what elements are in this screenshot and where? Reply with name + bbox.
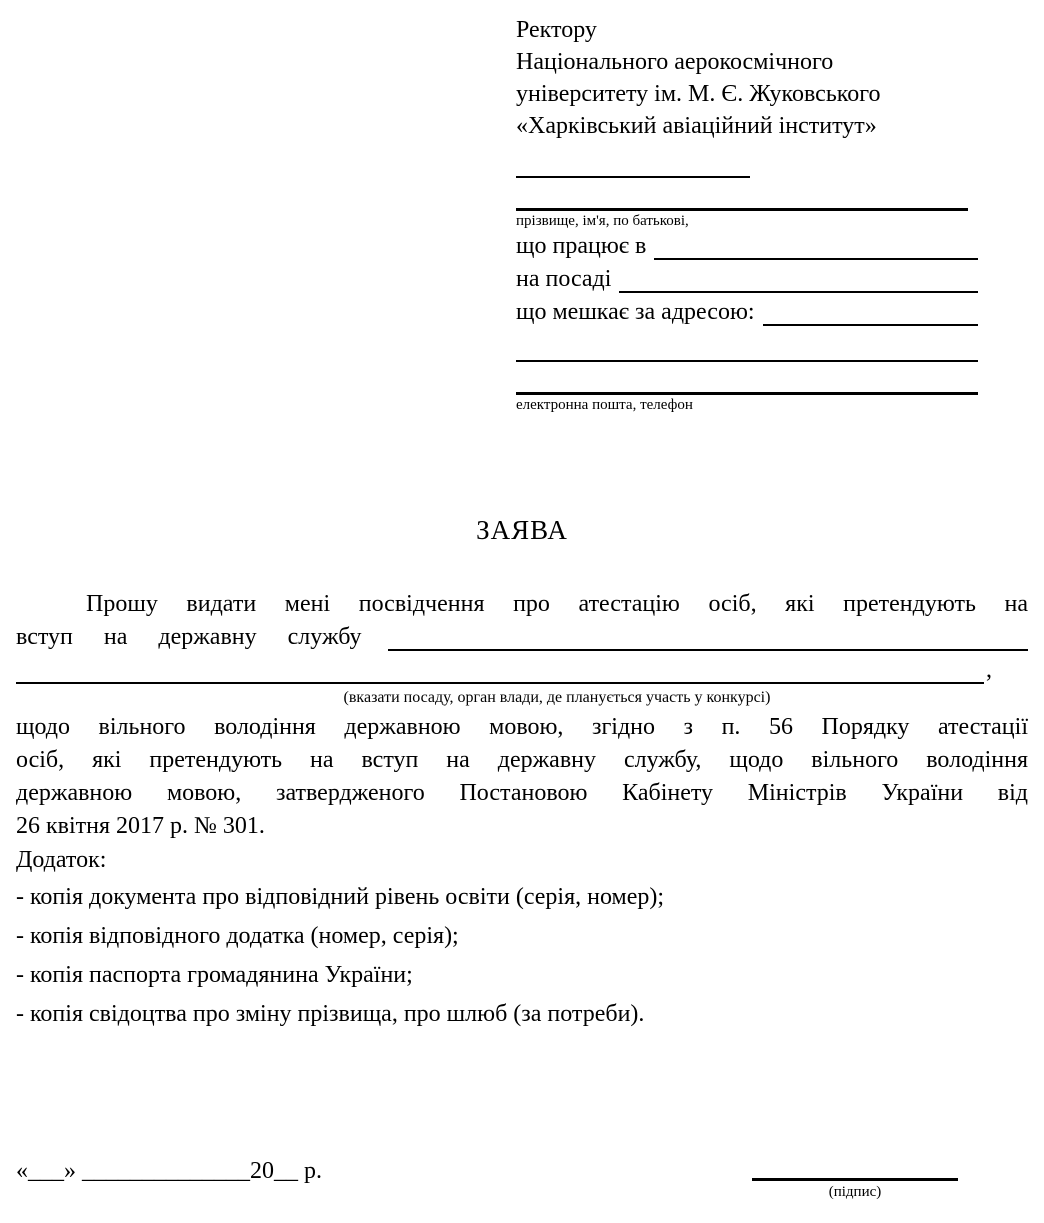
position-continuation-row	[16, 654, 1028, 687]
position-row	[516, 263, 978, 296]
addressee-lines	[516, 14, 978, 142]
addressee-line: Національного аерокосмічного	[516, 49, 834, 75]
position-continuation-blank	[16, 658, 984, 684]
attachment-item: - копія документа про відповідний рівень освіти (серія, номер);	[16, 884, 665, 910]
addressee-line: «Харківський авіаційний інститут»	[516, 113, 877, 139]
attachments-label: Додаток:	[16, 847, 107, 873]
works-at-blank	[654, 234, 978, 260]
attachment-item: - копія паспорта громадянина України;	[16, 962, 413, 988]
address-row	[516, 296, 978, 329]
request-line-2	[16, 621, 1028, 654]
legal-paragraph	[16, 711, 1028, 843]
legal-paragraph-line: 26 квітня 2017 р. № 301.	[16, 813, 265, 839]
trailing-comma: ,	[986, 657, 992, 683]
signature-block	[752, 1155, 958, 1202]
contact-blank-line-2	[516, 392, 978, 395]
attachment-item: - копія свідоцтва про зміну прізвища, про шлюб (за потреби).	[16, 1001, 645, 1027]
document-title: ЗАЯВА	[476, 515, 568, 545]
legal-paragraph-line: осіб, які претендують на вступ на державну службу, щодо вільного володіння	[16, 747, 1028, 773]
address-blank	[763, 300, 978, 326]
addressee-line: Ректору	[516, 17, 597, 43]
position-blank	[619, 267, 978, 293]
attachments-list	[16, 881, 1028, 1031]
works-at-label: що працює в	[516, 233, 647, 259]
legal-paragraph-line: державною мовою, затвердженого Постановою Кабінету Міністрів України від	[16, 780, 1028, 806]
blank-line-caption: (вказати посаду, орган влади, де планується участь у конкурсі)	[343, 689, 771, 706]
date-blank-line: «___» ______________20__ р.	[16, 1158, 322, 1184]
request-line-2-text: вступ на державну службу	[16, 624, 362, 650]
address-label: що мешкає за адресою:	[516, 299, 755, 325]
contact-caption: електронна пошта, телефон	[516, 397, 693, 413]
position-label: на посаді	[516, 266, 612, 292]
signature-blank-line	[752, 1155, 958, 1181]
blank-line-short	[516, 176, 750, 178]
document-body	[16, 588, 1028, 1037]
signature-caption: (підпис)	[828, 1184, 882, 1200]
legal-paragraph-line: щодо вільного володіння державною мовою, згідно з п. 56 Порядку атестації	[16, 714, 1028, 740]
applicant-name-blank	[516, 208, 968, 211]
addressee-block	[516, 14, 978, 414]
footer	[16, 1155, 1028, 1202]
attachment-item: - копія відповідного додатка (номер, серія);	[16, 923, 459, 949]
contact-blank-line-1	[516, 360, 978, 362]
request-line-1: Прошу видати мені посвідчення про атестацію осіб, які претендують на	[86, 591, 1028, 617]
works-at-row	[516, 230, 978, 263]
applicant-name-caption: прізвище, ім'я, по батькові,	[516, 213, 689, 229]
service-position-blank	[388, 625, 1028, 651]
addressee-line: університету ім. М. Є. Жуковського	[516, 81, 881, 107]
